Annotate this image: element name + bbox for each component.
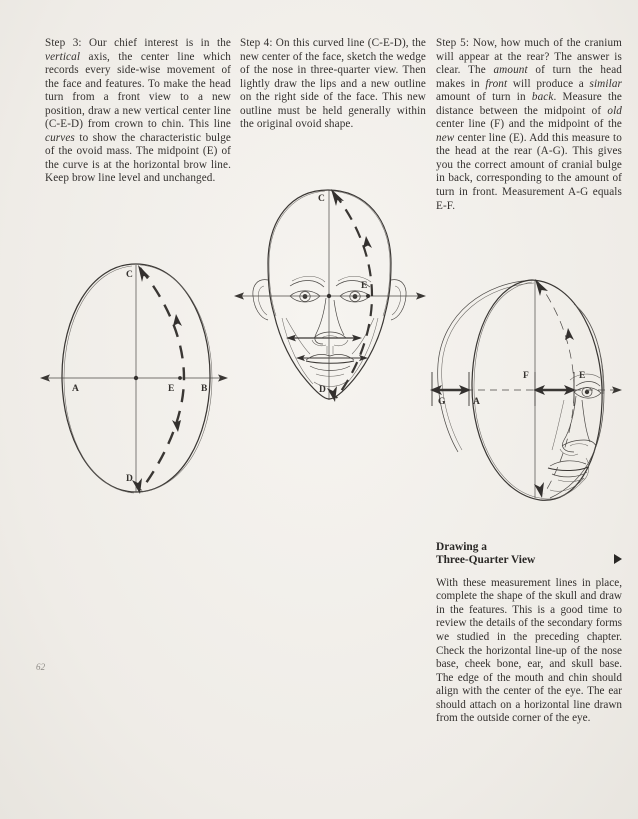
figure-2-label-c: C xyxy=(318,194,325,204)
figure-head-front-with-center-line xyxy=(228,168,432,414)
figure-head-three-quarter-measurements xyxy=(424,268,632,520)
text-column-step-4 xyxy=(240,37,426,132)
sidebar-drawing-three-quarter-view xyxy=(436,541,622,726)
sidebar-heading-line-1: Drawing a xyxy=(436,541,487,553)
step-3-paragraph: Step 3: Our chief interest is in the vertical axis, the center line which records every side-wise movement of the face and features. To make the head turn from a front view to a new position, draw a new vertical center line (C-E-D) from crown to chin. This line curves to show the characteristic bulge of the ovoid mass. The midpoint (E) of the curve is at the horizontal brow line. Keep brow line level and unchanged. xyxy=(45,37,231,185)
text-column-step-5 xyxy=(436,37,622,213)
figure-1-label-e: E xyxy=(168,384,175,394)
figure-3-label-a: A xyxy=(473,397,480,407)
figure-1-label-a: A xyxy=(72,384,79,394)
figure-2-label-e: E xyxy=(361,281,368,291)
sidebar-heading-line-2: Three-Quarter View xyxy=(436,554,536,567)
figure-2-label-d: D xyxy=(319,385,326,395)
figure-1-label-c: C xyxy=(126,270,133,280)
play-triangle-icon xyxy=(614,554,622,564)
page-number: 62 xyxy=(36,662,46,672)
figure-1-label-d: D xyxy=(126,474,133,484)
figure-1-label-b: B xyxy=(201,384,208,394)
step-4-paragraph: Step 4: On this curved line (C-E-D), the new center of the face, sketch the wedge of the nose in three-quarter view. Then lightly draw the lips and a new outline on the right side of the face. This new outline must be held generally within the original ovoid shape. xyxy=(240,37,426,131)
figure-3-label-f: F xyxy=(523,371,529,381)
figure-3-label-g: G xyxy=(438,397,446,407)
figure-ovoid-axes xyxy=(28,248,240,510)
step-5-paragraph: Step 5: Now, how much of the cranium will appear at the rear? The answer is clear. The amount of turn the head makes in front will produce a similar amount of turn in back. Measure the distance between the midpoint of old center line (F) and the midpoint of the new center line (E). Add this measure to the head at the rear (A-G). This gives you the correct amount of cranial bulge in back, corresponding to the amount of turn in front. Measurement A-G equals E-F. xyxy=(436,37,622,212)
text-column-step-3 xyxy=(45,37,231,186)
sidebar-heading xyxy=(436,541,622,568)
figure-3-label-e: E xyxy=(579,371,586,381)
sidebar-body-text: With these measurement lines in place, complete the shape of the skull and draw in the features. This is a good time to review the details of the secondary forms we studied in the preceding chapter. Check the horizontal line-up of the nose base, cheek bone, ear, and skull base. The edge of the mouth and chin should align with the center of the eye. The ear should attach on a horizontal line drawn from the outside corner of the eye. xyxy=(436,576,622,725)
